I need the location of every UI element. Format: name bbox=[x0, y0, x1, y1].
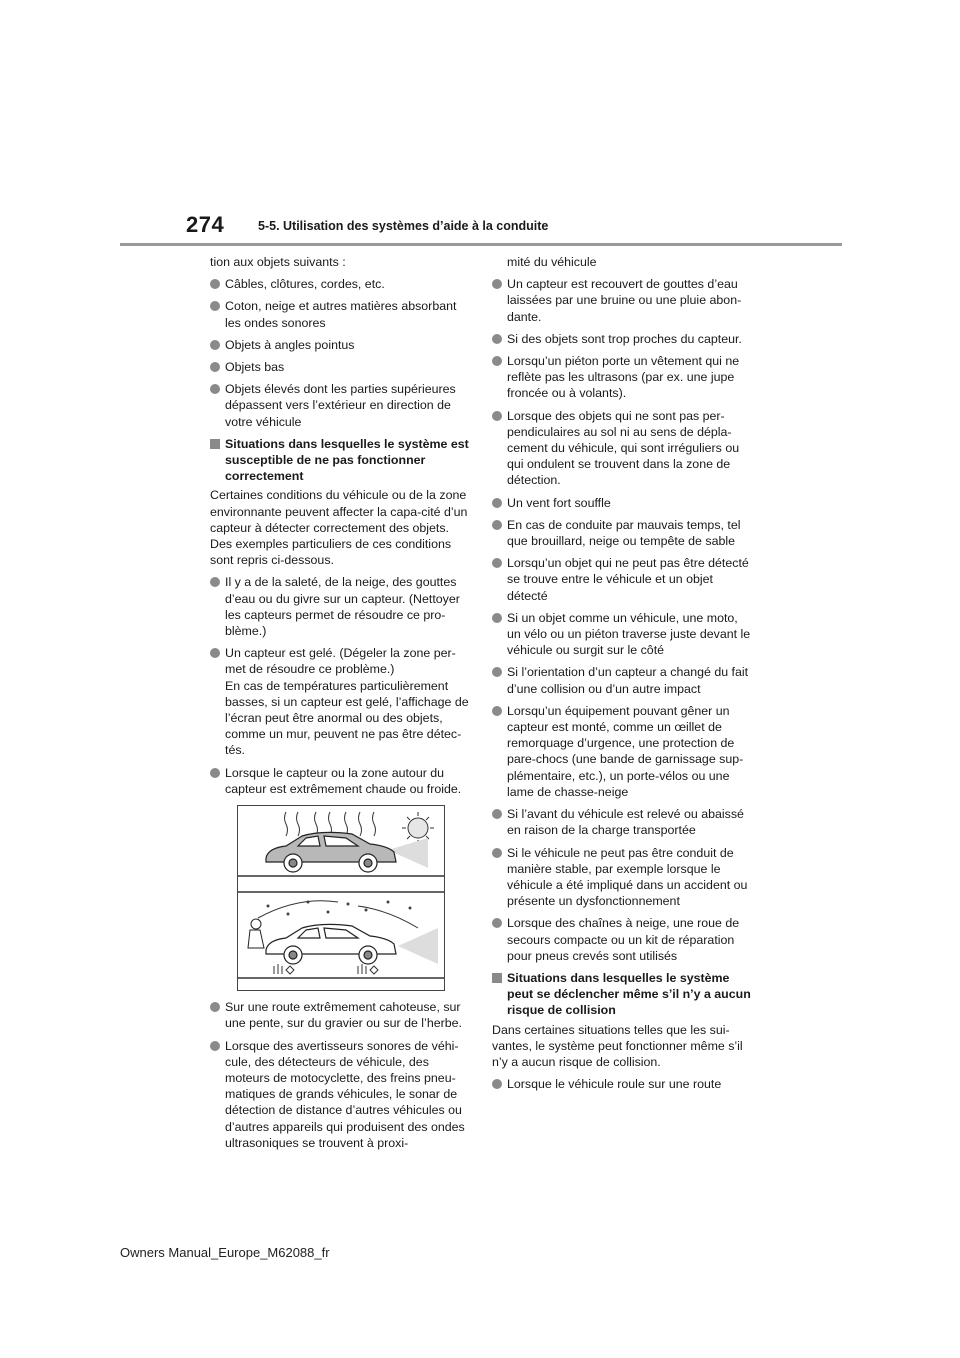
footer-text: Owners Manual_Europe_M62088_fr bbox=[120, 1245, 330, 1260]
list-item: Lorsque des chaînes à neige, une roue de secours compacte ou un kit de réparation pour pneus crevés sont utilisés bbox=[492, 915, 754, 964]
circle-bullet-icon bbox=[492, 667, 502, 677]
section-heading: Situations dans lesquelles le système est susceptible de ne pas fonctionner correctement bbox=[210, 436, 472, 485]
list-item: Lorsqu’un équipement pouvant gêner un capteur est monté, comme un œillet de remorquage d’urgence, une protection de pare-chocs (une bande de garnissage sup-plémentaire, etc.), un porte-vélos ou une lame de chasse-neige bbox=[492, 703, 754, 800]
intro-paragraph: Dans certaines situations telles que les sui-vantes, le système peut fonctionner même s’il n’y a aucun risque de collision. bbox=[492, 1022, 743, 1069]
list-item: Si un objet comme un véhicule, une moto, un vélo ou un piéton traverse juste devant le véhicule ou surgit sur le côté bbox=[492, 610, 754, 659]
circle-bullet-icon bbox=[492, 613, 502, 623]
circle-bullet-icon bbox=[210, 362, 220, 372]
list-item: Un capteur est gelé. (Dégeler la zone per-met de résoudre ce problème.) En cas de températures particulièrement basses, si un capteur est gelé, l’affichage de l’écran peut être anormal ou des objets, comme un mur, peuvent ne pas être détec-tés. bbox=[210, 645, 472, 758]
left-column bbox=[210, 254, 472, 1157]
list-item: Lorsque le capteur ou la zone autour du capteur est extrêmement chaude ou froide. bbox=[210, 765, 472, 797]
weather-illustration bbox=[237, 805, 445, 991]
circle-bullet-icon bbox=[492, 809, 502, 819]
weather-car-illustration bbox=[238, 806, 444, 990]
square-heading-icon bbox=[210, 439, 220, 449]
circle-bullet-icon bbox=[492, 520, 502, 530]
list-item: Objets élevés dont les parties supérieures dépassent vers l’extérieur en direction de votre véhicule bbox=[210, 381, 472, 430]
list-item: Lorsque des objets qui ne sont pas per-pendiculaires au sol ni au sens de dépla-cement du véhicule, qui sont irréguliers ou qui ondulent se trouvent dans la zone de détection. bbox=[492, 408, 754, 489]
circle-bullet-icon bbox=[492, 498, 502, 508]
list-item: Lorsqu’un piéton porte un vêtement qui ne reflète pas les ultrasons (par ex. une jupe froncée ou à volants). bbox=[492, 353, 754, 402]
circle-bullet-icon bbox=[492, 279, 502, 289]
circle-bullet-icon bbox=[492, 356, 502, 366]
list-item: Si le véhicule ne peut pas être conduit de manière stable, par exemple lorsque le véhicule a été impliqué dans un accident ou présente un dysfonctionnement bbox=[492, 845, 754, 910]
circle-bullet-icon bbox=[210, 768, 220, 778]
circle-bullet-icon bbox=[210, 648, 220, 658]
list-item: Il y a de la saleté, de la neige, des gouttes d’eau ou du givre sur un capteur. (Nettoyer les capteurs permet de résoudre ce pro-blème.) bbox=[210, 574, 472, 639]
page-number: 274 bbox=[186, 212, 225, 237]
circle-bullet-icon bbox=[210, 279, 220, 289]
list-item: Sur une route extrêmement cahoteuse, sur une pente, sur du gravier ou sur de l’herbe. bbox=[210, 999, 472, 1031]
list-item: Un capteur est recouvert de gouttes d’eau laissées par une bruine ou une pluie abon-dante. bbox=[492, 276, 754, 325]
circle-bullet-icon bbox=[210, 384, 220, 394]
circle-bullet-icon bbox=[492, 411, 502, 421]
circle-bullet-icon bbox=[492, 918, 502, 928]
square-heading-icon bbox=[492, 973, 502, 983]
list-item: En cas de conduite par mauvais temps, tel que brouillard, neige ou tempête de sable bbox=[492, 517, 754, 549]
circle-bullet-icon bbox=[210, 577, 220, 587]
continuation-text: mité du véhicule bbox=[507, 255, 597, 269]
list-item: Lorsque des avertisseurs sonores de véhi-cule, des détecteurs de véhicule, des moteurs de motocyclette, des freins pneu-matiques de grands véhicules, le sonar de détection de distance d’autres véhicules ou d’autres appareils qui produisent des ondes ultrasoniques se trouvent à proxi- bbox=[210, 1038, 472, 1151]
list-item: Un vent fort souffle bbox=[492, 495, 754, 511]
right-column bbox=[492, 254, 754, 1098]
circle-bullet-icon bbox=[492, 848, 502, 858]
circle-bullet-icon bbox=[492, 334, 502, 344]
circle-bullet-icon bbox=[210, 1002, 220, 1012]
list-item: Si l’avant du véhicule est relevé ou abaissé en raison de la charge transportée bbox=[492, 806, 754, 838]
list-item: Objets à angles pointus bbox=[210, 337, 472, 353]
header-rule bbox=[120, 243, 842, 246]
continuation-text: tion aux objets suivants : bbox=[210, 255, 346, 269]
section-title: 5-5. Utilisation des systèmes d’aide à la conduite bbox=[258, 219, 549, 233]
list-item: Objets bas bbox=[210, 359, 472, 375]
list-item: Lorsque le véhicule roule sur une route bbox=[492, 1076, 754, 1092]
circle-bullet-icon bbox=[492, 706, 502, 716]
circle-bullet-icon bbox=[210, 340, 220, 350]
circle-bullet-icon bbox=[492, 558, 502, 568]
list-item: Si des objets sont trop proches du capteur. bbox=[492, 331, 754, 347]
list-item: Si l’orientation d’un capteur a changé du fait d’une collision ou d’un autre impact bbox=[492, 664, 754, 696]
list-item: Lorsqu’un objet qui ne peut pas être détecté se trouve entre le véhicule et un objet détecté bbox=[492, 555, 754, 604]
circle-bullet-icon bbox=[210, 1041, 220, 1051]
circle-bullet-icon bbox=[210, 301, 220, 311]
section-heading: Situations dans lesquelles le système peut se déclencher même s’il n’y a aucun risque de collision bbox=[492, 970, 754, 1019]
list-item: Coton, neige et autres matières absorbant les ondes sonores bbox=[210, 298, 472, 330]
circle-bullet-icon bbox=[492, 1079, 502, 1089]
list-item: Câbles, clôtures, cordes, etc. bbox=[210, 276, 472, 292]
intro-paragraph: Certaines conditions du véhicule ou de la zone environnante peuvent affecter la capa-cité d’un capteur à détecter correctement des objets. Des exemples particuliers de ces conditions sont repris ci-dessous. bbox=[210, 488, 468, 568]
